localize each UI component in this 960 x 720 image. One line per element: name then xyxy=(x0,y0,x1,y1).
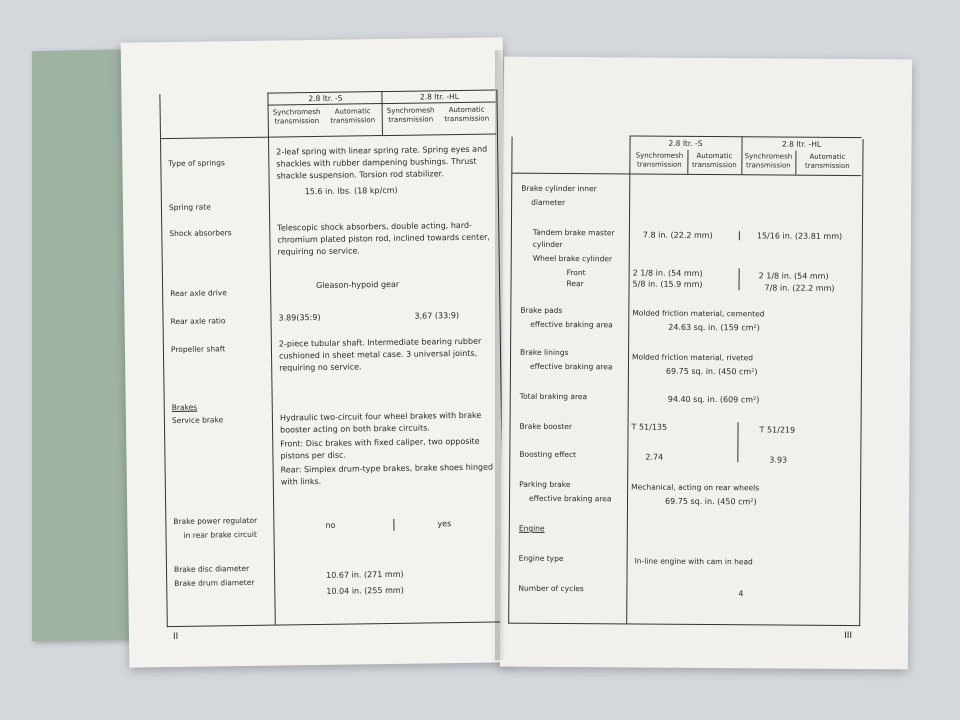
value-brake-disc-diameter: 10.67 in. (271 mm) xyxy=(326,569,404,580)
value-number-of-cycles: 4 xyxy=(738,589,744,599)
left-header-automatic-hl: Automatic transmission xyxy=(444,105,490,124)
right-header-automatic-hl: Automatic transmission xyxy=(804,152,850,170)
label-spring-rate: Spring rate xyxy=(168,202,211,213)
label-engine-type: Engine type xyxy=(518,553,564,564)
regulator-separator xyxy=(393,519,394,531)
left-page xyxy=(121,37,512,667)
value-tandem-hl: 15/16 in. (23.81 mm) xyxy=(756,231,843,241)
right-header-s: 2.8 ltr. -S xyxy=(668,138,703,148)
value-shock-absorbers: Telescopic shock absorbers, double acting, hard-chromium plated piston rod, inclined towards center, requiring no service. xyxy=(277,220,490,257)
value-engine-type: In-line engine with cam in head xyxy=(634,556,753,567)
label-tandem-master-2: cylinder xyxy=(532,239,563,249)
label-brake-linings: Brake linings xyxy=(520,347,569,358)
left-header-automatic-s: Automatic transmission xyxy=(330,107,376,125)
label-brake-cylinder-2: diameter xyxy=(531,197,566,208)
value-service-brake: Hydraulic two-circuit four wheel brakes with brake booster acting on both brake circuits. xyxy=(279,410,482,435)
right-page-number: III xyxy=(844,630,853,642)
label-shock-absorbers: Shock absorbers xyxy=(169,228,232,239)
value-boosting-hl: 3.93 xyxy=(769,455,788,465)
right-header-automatic-s: Automatic transmission xyxy=(691,151,737,170)
label-brake-pads: Brake pads xyxy=(520,305,563,315)
label-front: Front xyxy=(566,268,586,278)
label-propeller-shaft: Propeller shaft xyxy=(170,344,226,355)
value-brake-pads-2: 24.63 sq. in. (159 cm²) xyxy=(668,322,760,333)
value-tandem-s: 7.8 in. (22.2 mm) xyxy=(642,230,713,241)
value-brake-linings: Molded friction material, riveted xyxy=(632,352,754,363)
value-front-s: 2 1/8 in. (54 mm) xyxy=(632,268,703,278)
value-rear-s: 5/8 in. (15.9 mm) xyxy=(632,279,703,289)
label-brake-pads-2: effective braking area xyxy=(530,319,613,330)
label-rear-axle-ratio: Rear axle ratio xyxy=(170,316,226,327)
label-boosting-effect: Boosting effect xyxy=(519,449,577,460)
label-tandem-master: Tandem brake master xyxy=(532,227,615,238)
value-brake-booster-s: T 51/135 xyxy=(631,422,668,432)
value-front-hl: 2 1/8 in. (54 mm) xyxy=(758,271,829,281)
value-boosting-s: 2.74 xyxy=(645,452,664,462)
label-brake-linings-2: effective braking area xyxy=(529,361,613,372)
label-rear: Rear xyxy=(566,279,584,289)
value-rear-axle-ratio-hl: 3,67 (33:9) xyxy=(414,310,460,321)
label-rear-axle-drive: Rear axle drive xyxy=(170,288,227,299)
label-type-of-springs: Type of springs xyxy=(168,158,225,169)
left-page-number: II xyxy=(172,631,179,643)
value-spring-rate: 15.6 in. lbs. (18 kp/cm) xyxy=(304,185,398,197)
label-parking-brake-2: effective braking area xyxy=(529,493,612,504)
label-brake-cylinder: Brake cylinder inner xyxy=(521,183,597,194)
right-header-synchromesh-s: Synchromesh transmission xyxy=(635,151,684,169)
label-number-of-cycles: Number of cycles xyxy=(518,583,584,594)
value-service-brake-front: Front: Disc brakes with fixed caliper, two opposite pistons per disc. xyxy=(280,436,480,461)
wheel-cylinder-separator xyxy=(739,268,740,290)
value-brake-booster-hl: T 51/219 xyxy=(759,425,796,435)
value-service-brake-rear: Rear: Simplex drum-type brakes, brake shoes hinged with links. xyxy=(280,462,494,487)
label-wheel-brake-cylinder: Wheel brake cylinder xyxy=(532,253,613,264)
value-rear-hl: 7/8 in. (22.2 mm) xyxy=(764,283,835,293)
value-rear-axle-drive: Gleason-hypoid gear xyxy=(316,279,400,290)
value-type-of-springs: 2-leaf spring with linear spring rate. Spring eyes and shackles with rubber dampening bushings. Thrust shackle suspension. Torsion rod stabilizer. xyxy=(276,144,488,181)
right-header-hl: 2.8 ltr. -HL xyxy=(781,139,822,149)
right-header-synchromesh-hl: Synchromesh transmission xyxy=(744,152,793,170)
left-header-s: 2.8 ltr. -S xyxy=(308,93,343,104)
section-brakes: Brakes xyxy=(171,402,198,413)
value-propeller-shaft: 2-piece tubular shaft. Intermediate bearing rubber cushioned in sheet metal case. 3 universal joints, requiring no service. xyxy=(278,336,482,373)
label-brake-power-regulator-2: in rear brake circuit xyxy=(183,529,257,540)
label-brake-disc-diameter: Brake disc diameter xyxy=(173,563,250,575)
left-header-synchromesh-hl: Synchromesh transmission xyxy=(386,106,435,124)
label-brake-booster: Brake booster xyxy=(519,421,572,432)
value-regulator-s: no xyxy=(325,520,336,530)
value-parking-brake-2: 69.75 sq. in. (450 cm²) xyxy=(665,496,757,507)
value-rear-axle-ratio-s: 3.89(35:9) xyxy=(278,312,321,323)
value-regulator-hl: yes xyxy=(437,519,452,529)
label-service-brake: Service brake xyxy=(171,415,224,426)
right-page xyxy=(500,57,912,670)
tandem-separator xyxy=(739,231,740,240)
book-gutter-shadow xyxy=(495,50,513,660)
left-header-hl: 2.8 ltr. -HL xyxy=(419,91,460,102)
value-brake-pads: Molded friction material, cemented xyxy=(632,308,765,319)
label-brake-power-regulator: Brake power regulator xyxy=(173,515,258,527)
label-parking-brake: Parking brake xyxy=(519,479,571,490)
value-brake-drum-diameter: 10.04 in. (255 mm) xyxy=(326,585,404,596)
value-parking-brake: Mechanical, acting on rear wheels xyxy=(631,482,760,493)
section-engine: Engine xyxy=(518,523,545,533)
label-total-braking-area: Total braking area xyxy=(519,391,588,402)
value-total-braking-area: 94.40 sq. in. (609 cm²) xyxy=(667,394,760,405)
left-header-synchromesh-s: Synchromesh transmission xyxy=(272,107,321,126)
value-brake-linings-2: 69.75 sq. in. (450 cm²) xyxy=(665,366,758,377)
label-brake-drum-diameter: Brake drum diameter xyxy=(174,577,255,589)
